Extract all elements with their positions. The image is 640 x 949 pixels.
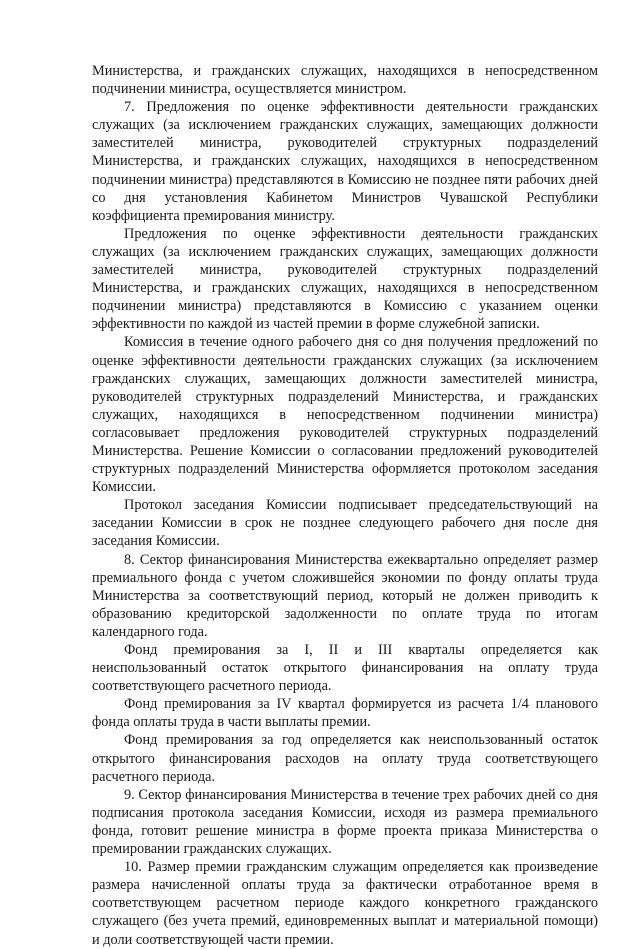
paragraph-7-proposals: Предложения по оценке эффективности деятельности гражданских служащих (за исключением гражданских служащих, замещающих должности заместителей министра, руководителей структурных подразделений Министерства, и гражданских служащих, находящихся в непосредственном подчинении министра) представляются в Комиссию с указанием оценки эффективности по каждой из частей премии в форме служебной записки. (92, 225, 598, 333)
paragraph-10: 10. Размер премии гражданским служащим определяется как произведение размера начисленной оплаты труда за фактически отработанное время в соответствующем расчетном периоде каждого конкретного гражданского служащего (без учета премий, единовременных выплат и материальной помощи) и доли соответствующей части премии. (92, 859, 598, 948)
paragraph-8: 8. Сектор финансирования Министерства ежеквартально определяет размер премиального фонда с учетом сложившейся экономии по фонду оплаты труда Министерства за соответствующий период, который не должен приводить к образованию кредиторской задолженности по оплате труда по итогам календарного года. (92, 551, 598, 640)
paragraph-7-commission: Комиссия в течение одного рабочего дня со дня получения предложений по оценке эффективности деятельности гражданских служащих (за исключением гражданских служащих, замещающих должности заместителей министра, руководителей структурных подразделений Министерства, и гражданских служащих, находящихся в непосредственном подчинении министра) согласовывает предложения руководителей структурных подразделений Министерства. Решение Комиссии о согласовании предложений руководителей структурных подразделений Министерства оформляется протоколом заседания Комиссии. (92, 334, 598, 496)
paragraph-8-fund-q4: Фонд премирования за IV квартал формируется из расчета 1/4 планового фонда оплаты труда в части выплаты премии. (92, 696, 598, 731)
paragraph-8-fund-quarters: Фонд премирования за I, II и III кварталы определяется как неиспользованный остаток открытого финансирования на оплату труда соответствующего расчетного периода. (92, 642, 598, 695)
paragraph-8-fund-year: Фонд премирования за год определяется как неиспользованный остаток открытого финансирования расходов на оплату труда соответствующего расчетного периода. (92, 732, 598, 785)
paragraph-9: 9. Сектор финансирования Министерства в течение трех рабочих дней со дня подписания протокола заседания Комиссии, исходя из размера премиального фонда, готовит решение министра в форме проекта приказа Министерства о премировании гражданских служащих. (92, 786, 598, 858)
paragraph-continuation: Министерства, и гражданских служащих, находящихся в непосредственном подчинении министра, осуществляется министром. (92, 63, 598, 98)
paragraph-7: 7. Предложения по оценке эффективности деятельности гражданских служащих (за исключением гражданских служащих, замещающих должности заместителей министра, руководителей структурных подразделений Министерства, и гражданских служащих, находящихся в непосредственном подчинении министра) представляются в Комиссию не позднее пяти рабочих дней со дня установления Кабинетом Министров Чувашской Республики коэффициента премирования министру. (92, 99, 598, 224)
paragraph-7-protocol: Протокол заседания Комиссии подписывает председательствующий на заседании Комиссии в срок не позднее следующего рабочего дня после дня заседания Комиссии. (92, 497, 598, 550)
